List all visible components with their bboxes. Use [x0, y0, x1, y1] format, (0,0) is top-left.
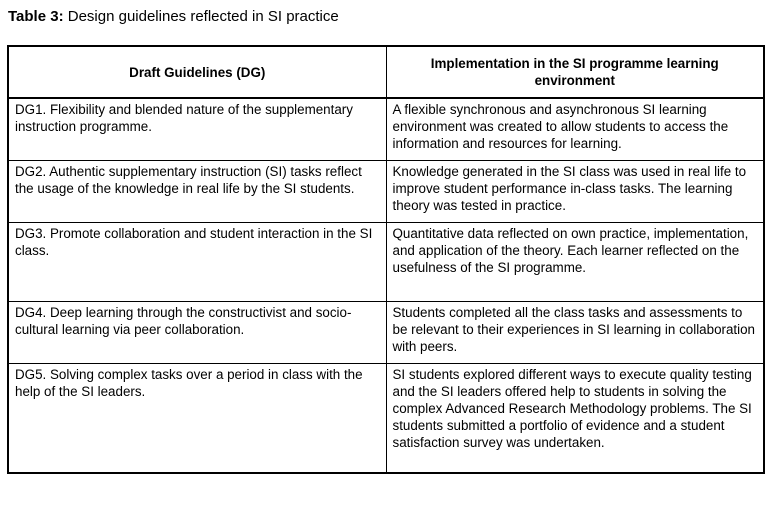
implementation-cell: SI students explored different ways to execute quality testing and the SI leaders offered help to students in solving the complex Advanced Research Methodology problems. The SI students submitted a portfolio of evidence and a student satisfaction survey was undertaken. [386, 364, 764, 474]
implementation-cell: A flexible synchronous and asynchronous SI learning environment was created to allow students to access the information and resources for learning. [386, 98, 764, 161]
table-row [8, 161, 764, 223]
header-draft-guidelines: Draft Guidelines (DG) [8, 46, 386, 98]
table-caption-label: Table 3: [8, 8, 64, 25]
table-row [8, 364, 764, 474]
table-caption-text: Design guidelines reflected in SI practice [67, 8, 339, 25]
table-caption [8, 7, 339, 27]
header-implementation: Implementation in the SI programme learning environment [386, 46, 764, 98]
table-header-row [8, 46, 764, 98]
design-guidelines-table [7, 45, 765, 474]
guideline-cell: DG2. Authentic supplementary instruction (SI) tasks reflect the usage of the knowledge in real life by the SI students. [8, 161, 386, 223]
implementation-cell: Knowledge generated in the SI class was used in real life to improve student performance in-class tasks. The learning theory was tested in practice. [386, 161, 764, 223]
guideline-cell: DG3. Promote collaboration and student interaction in the SI class. [8, 223, 386, 302]
table-row [8, 223, 764, 302]
table-row [8, 98, 764, 161]
implementation-cell: Students completed all the class tasks and assessments to be relevant to their experiences in SI learning in collaboration with peers. [386, 302, 764, 364]
implementation-cell: Quantitative data reflected on own practice, implementation, and application of the theory. Each learner reflected on the usefulness of the SI programme. [386, 223, 764, 302]
table-row [8, 302, 764, 364]
guideline-cell: DG1. Flexibility and blended nature of the supplementary instruction programme. [8, 98, 386, 161]
guideline-cell: DG5. Solving complex tasks over a period in class with the help of the SI leaders. [8, 364, 386, 474]
guideline-cell: DG4. Deep learning through the constructivist and socio-cultural learning via peer collaboration. [8, 302, 386, 364]
